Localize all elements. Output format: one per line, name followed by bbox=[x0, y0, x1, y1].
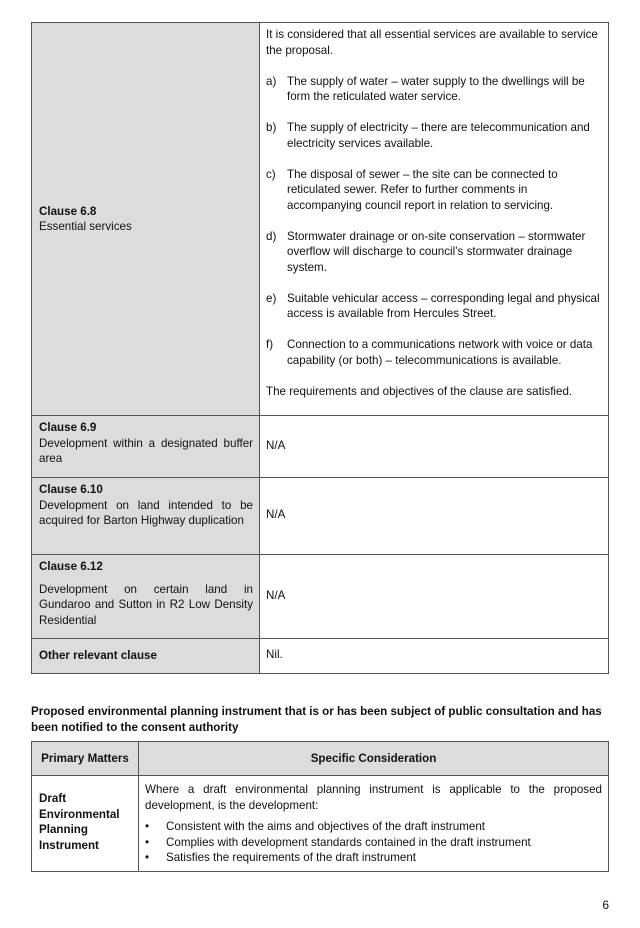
list-text: Suitable vehicular access – corresponding legal and physical access is available from Hercules Street. bbox=[287, 291, 600, 320]
clause-value-cell: N/A bbox=[260, 478, 609, 555]
list-letter: f) bbox=[266, 338, 274, 351]
clause-number: Clause 6.9 bbox=[39, 421, 97, 434]
primary-matter-cell: Draft Environmental Planning Instrument bbox=[32, 776, 139, 872]
table-row bbox=[32, 639, 609, 674]
clause-value-cell: Nil. bbox=[260, 639, 609, 674]
clause-intro: It is considered that all essential services are available to service the proposal. bbox=[266, 28, 598, 57]
clause-label-cell bbox=[32, 478, 260, 555]
clause-label-cell bbox=[32, 23, 260, 416]
list-letter: d) bbox=[266, 229, 277, 243]
list-item bbox=[266, 291, 602, 322]
list-text: The supply of water – water supply to the dwellings will be form the reticulated water service. bbox=[287, 74, 585, 103]
list-item bbox=[266, 337, 602, 368]
clause-value-cell bbox=[260, 23, 609, 416]
bullet-icon: • bbox=[145, 820, 150, 833]
clauses-table bbox=[31, 22, 609, 674]
clause-title: Development on certain land in Gundaroo and Sutton in R2 Low Density Residential bbox=[39, 582, 253, 627]
table-row bbox=[32, 776, 609, 872]
clause-label-cell bbox=[32, 639, 260, 674]
service-list bbox=[266, 74, 602, 369]
clause-conclusion: The requirements and objectives of the clause are satisfied. bbox=[266, 384, 573, 398]
column-header-specific-consideration: Specific Consideration bbox=[139, 742, 609, 776]
clause-value-cell: N/A bbox=[260, 416, 609, 478]
clause-title: Essential services bbox=[39, 220, 132, 233]
consideration-cell bbox=[139, 776, 609, 872]
consideration-intro: Where a draft environmental planning instrument is applicable to the proposed development, is the development: bbox=[145, 783, 602, 812]
clause-number: Other relevant clause bbox=[39, 649, 157, 663]
list-text: Stormwater drainage or on-site conservation – stormwater overflow will discharge to council’s stormwater drainage system. bbox=[287, 229, 586, 274]
table-row bbox=[32, 416, 609, 478]
list-text: Connection to a communications network with voice or data capability (or both) – telecommunications is available. bbox=[287, 338, 593, 367]
list-text: Complies with development standards contained in the draft instrument bbox=[166, 835, 531, 849]
list-letter: c) bbox=[266, 167, 276, 181]
list-text: Consistent with the aims and objectives of the draft instrument bbox=[166, 820, 485, 833]
list-item bbox=[145, 819, 602, 835]
bullet-icon: • bbox=[145, 851, 150, 864]
table-header-row bbox=[32, 742, 609, 776]
clause-label-cell bbox=[32, 416, 260, 478]
table-row bbox=[32, 23, 609, 416]
list-item bbox=[266, 167, 602, 214]
clause-number: Clause 6.8 bbox=[39, 204, 97, 218]
list-letter: b) bbox=[266, 121, 277, 134]
list-item bbox=[266, 74, 602, 105]
list-item bbox=[145, 835, 602, 851]
list-item bbox=[266, 120, 602, 151]
clause-title: Development within a designated buffer area bbox=[39, 436, 253, 465]
page-number: 6 bbox=[602, 898, 609, 912]
list-letter: a) bbox=[266, 74, 277, 88]
list-item bbox=[145, 850, 602, 866]
clause-number: Clause 6.10 bbox=[39, 483, 103, 496]
list-text: The supply of electricity – there are telecommunication and electricity services available. bbox=[287, 121, 590, 150]
list-text: The disposal of sewer – the site can be connected to reticulated sewer. Refer to further comments in accompanying council report in relation to servicing. bbox=[287, 167, 558, 212]
clause-value-cell: N/A bbox=[260, 555, 609, 639]
consideration-list bbox=[145, 819, 602, 866]
list-item bbox=[266, 229, 602, 276]
list-letter: e) bbox=[266, 291, 277, 305]
table-row bbox=[32, 555, 609, 639]
clause-number: Clause 6.12 bbox=[39, 560, 103, 573]
list-text: Satisfies the requirements of the draft instrument bbox=[166, 851, 417, 864]
table-row bbox=[32, 478, 609, 555]
bullet-icon: • bbox=[145, 835, 150, 849]
clause-title: Development on land intended to be acquired for Barton Highway duplication bbox=[39, 498, 253, 527]
considerations-table bbox=[31, 741, 609, 872]
clause-label-cell bbox=[32, 555, 260, 639]
section-heading: Proposed environmental planning instrument that is or has been subject of public consultation and has been notified to the consent authority bbox=[31, 705, 602, 734]
column-header-primary-matters: Primary Matters bbox=[32, 742, 139, 776]
